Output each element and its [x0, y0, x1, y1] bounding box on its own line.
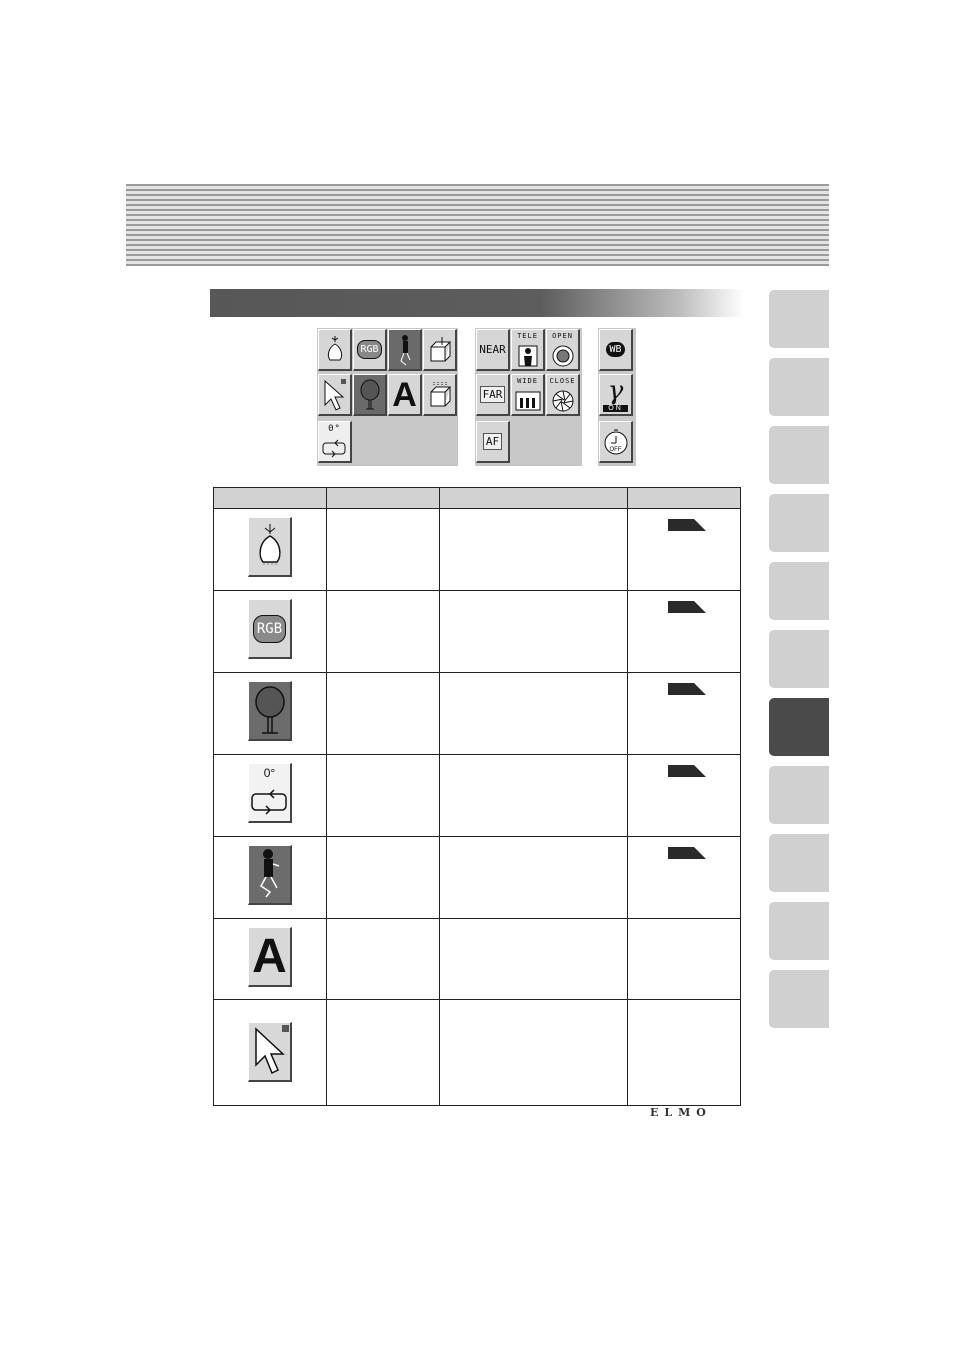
see-page-arrow-icon: [668, 679, 708, 697]
letter-a-label: A: [252, 929, 287, 983]
rotate-icon: [248, 763, 292, 823]
timer-off-label: OFF: [609, 447, 622, 453]
see-page-arrow-icon: [668, 843, 708, 861]
tree-button[interactable]: [353, 374, 387, 416]
far-button[interactable]: [476, 374, 510, 416]
walker-icon: [394, 333, 416, 367]
far-label: FAR: [480, 386, 506, 403]
see-page-arrow-icon: [668, 597, 708, 615]
image-control-panel: [317, 328, 458, 466]
rotate-label: 0°: [328, 424, 341, 434]
chapter-tab-1[interactable]: [769, 290, 829, 348]
table-row: [214, 1000, 741, 1106]
open-label: OPEN: [552, 332, 573, 340]
walker-button[interactable]: [388, 329, 422, 371]
pointer-button[interactable]: [318, 374, 352, 416]
wide-icon: [515, 390, 541, 412]
box-icon: [428, 335, 452, 365]
wide-button[interactable]: [511, 374, 545, 416]
near-button[interactable]: [476, 329, 510, 371]
iris-close-icon: [551, 389, 575, 413]
header-stripes: [126, 184, 829, 266]
letter-a-icon: A: [392, 375, 417, 414]
rotate-button[interactable]: [318, 421, 352, 463]
table-header-row: [214, 488, 741, 509]
rgb-button[interactable]: [353, 329, 387, 371]
tele-label: TELE: [517, 332, 538, 340]
table-row: [214, 755, 741, 837]
tree-icon: [358, 378, 382, 412]
chapter-tab-4[interactable]: [769, 494, 829, 552]
lamp-icon: [324, 334, 346, 366]
chapter-tab-9[interactable]: [769, 834, 829, 892]
iris-open-icon: [551, 344, 575, 368]
letter-a-icon: [248, 927, 292, 987]
chapter-tab-10[interactable]: [769, 902, 829, 960]
timer-button[interactable]: [599, 421, 633, 463]
near-label: NEAR: [479, 343, 506, 356]
table-row: [214, 591, 741, 673]
chapter-tab-3[interactable]: [769, 426, 829, 484]
rotate-icon-label: 0°: [263, 766, 276, 780]
table-row: [214, 919, 741, 1000]
box-top-icon: [428, 380, 452, 410]
walker-icon: [248, 845, 292, 905]
header-name: [327, 488, 440, 509]
chapter-tab-11[interactable]: [769, 970, 829, 1028]
tele-button[interactable]: [511, 329, 545, 371]
header-function: [440, 488, 628, 509]
rgb-icon: [248, 599, 292, 659]
wide-label: WIDE: [517, 377, 538, 385]
open-button[interactable]: [546, 329, 580, 371]
table-row: [214, 509, 741, 591]
gamma-icon: γ: [607, 375, 624, 406]
rotate-icon: [322, 435, 348, 461]
icon-function-table: [213, 487, 741, 1106]
af-label: AF: [483, 433, 502, 450]
lamp-icon: [248, 517, 292, 577]
gamma-button[interactable]: [599, 374, 633, 416]
camera-settings-panel: [598, 328, 636, 466]
chapter-tab-8[interactable]: [769, 766, 829, 824]
close-button[interactable]: [546, 374, 580, 416]
box-top-button[interactable]: [423, 374, 457, 416]
pointer-icon: [248, 1022, 292, 1082]
pointer-icon: [322, 377, 348, 413]
header-icon: [214, 488, 327, 509]
wb-button[interactable]: [599, 329, 633, 371]
rgb-icon: RGB: [357, 340, 381, 359]
wb-icon: WB: [606, 342, 624, 357]
chapter-tab-6[interactable]: [769, 630, 829, 688]
chapter-tab-7[interactable]: [769, 698, 829, 756]
tele-icon: [517, 344, 539, 368]
chapter-tab-5[interactable]: [769, 562, 829, 620]
af-button[interactable]: [476, 421, 510, 463]
close-label: CLOSE: [549, 377, 576, 385]
chapter-tab-2[interactable]: [769, 358, 829, 416]
gamma-on-label: ON: [603, 405, 628, 412]
header-reference: [628, 488, 741, 509]
focus-zoom-panel: [475, 328, 582, 466]
table-row: [214, 837, 741, 919]
section-title-bar: [210, 289, 744, 317]
see-page-arrow-icon: [668, 515, 708, 533]
rgb-icon-label: RGB: [253, 615, 286, 643]
lamp-button[interactable]: [318, 329, 352, 371]
table-row: [214, 673, 741, 755]
text-mode-button[interactable]: [388, 374, 422, 416]
brand-logo: ELMO: [650, 1106, 712, 1119]
tree-icon: [248, 681, 292, 741]
box-light-button[interactable]: [423, 329, 457, 371]
see-page-arrow-icon: [668, 761, 708, 779]
